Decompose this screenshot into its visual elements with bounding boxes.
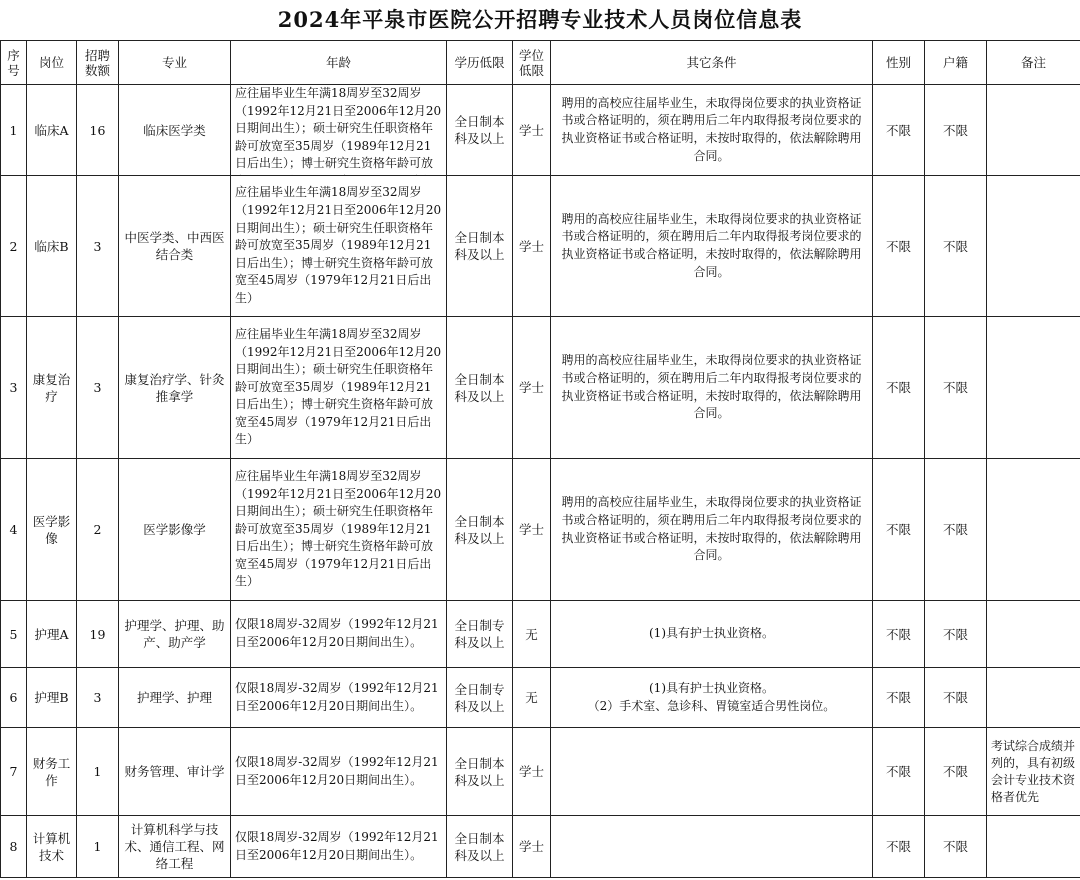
table-header-row (1, 41, 1080, 85)
cell-note (987, 816, 1080, 878)
cell-hukou: 不限 (925, 85, 987, 176)
cell-gender: 不限 (873, 176, 925, 317)
table-row (1, 459, 1080, 601)
cell-post: 护理A (27, 601, 77, 668)
cell-count: 16 (77, 85, 119, 176)
header-other: 其它条件 (551, 41, 873, 85)
cell-age: 仅限18周岁-32周岁（1992年12月21日至2006年12月20日期间出生）。 (231, 728, 447, 816)
cell-age: 应往届毕业生年满18周岁至32周岁（1992年12月21日至2006年12月20日期间出生）；硕士研究生任职资格年龄可放宽至35周岁（1989年12月21日后出生）；博士研究生资格年龄可放宽至45周岁（1979年12月21日后出生） (231, 459, 447, 601)
cell-edu: 全日制本科及以上 (447, 176, 513, 317)
cell-age: 仅限18周岁-32周岁（1992年12月21日至2006年12月20日期间出生）。 (231, 816, 447, 878)
cell-other (551, 668, 873, 728)
cell-major: 计算机科学与技术、通信工程、网络工程 (119, 816, 231, 878)
cell-degree: 学士 (513, 176, 551, 317)
cell-gender: 不限 (873, 668, 925, 728)
cell-count: 1 (77, 728, 119, 816)
header-post: 岗位 (27, 41, 77, 85)
cell-edu: 全日制本科及以上 (447, 317, 513, 459)
cell-major: 康复治疗学、针灸推拿学 (119, 317, 231, 459)
cell-gender: 不限 (873, 601, 925, 668)
cell-age: 应往届毕业生年满18周岁至32周岁（1992年12月21日至2006年12月20日期间出生）；硕士研究生任职资格年龄可放宽至35周岁（1989年12月21日后出生）；博士研究生资格年龄可放宽至45周岁（1979年12月21日后出生） (231, 317, 447, 459)
cell-degree: 无 (513, 668, 551, 728)
cell-hukou: 不限 (925, 176, 987, 317)
other-line-2: （2）手术室、急诊科、胃镜室适合男性岗位。 (587, 698, 836, 713)
positions-table (0, 40, 1080, 878)
cell-gender: 不限 (873, 816, 925, 878)
cell-seq: 3 (1, 317, 27, 459)
cell-major: 财务管理、审计学 (119, 728, 231, 816)
header-seq: 序号 (1, 41, 27, 85)
cell-hukou: 不限 (925, 668, 987, 728)
table-row (1, 668, 1080, 728)
cell-seq: 7 (1, 728, 27, 816)
cell-degree: 无 (513, 601, 551, 668)
cell-edu: 全日制本科及以上 (447, 459, 513, 601)
cell-seq: 4 (1, 459, 27, 601)
cell-edu: 全日制本科及以上 (447, 728, 513, 816)
header-degree: 学位低限 (513, 41, 551, 85)
cell-age: 仅限18周岁-32周岁（1992年12月21日至2006年12月20日期间出生）。 (231, 668, 447, 728)
cell-hukou: 不限 (925, 459, 987, 601)
cell-age (231, 85, 447, 176)
header-gender: 性别 (873, 41, 925, 85)
cell-count: 1 (77, 816, 119, 878)
other-line-1: (1)具有护士执业资格。 (649, 626, 774, 641)
header-edu: 学历低限 (447, 41, 513, 85)
cell-major: 医学影像学 (119, 459, 231, 601)
cell-hukou: 不限 (925, 601, 987, 668)
header-count: 招聘数额 (77, 41, 119, 85)
table-row (1, 176, 1080, 317)
cell-edu: 全日制专科及以上 (447, 668, 513, 728)
cell-other (551, 601, 873, 668)
cell-count: 19 (77, 601, 119, 668)
header-major: 专业 (119, 41, 231, 85)
cell-edu: 全日制本科及以上 (447, 85, 513, 176)
cell-note (987, 459, 1080, 601)
cell-note (987, 85, 1080, 176)
cell-gender: 不限 (873, 85, 925, 176)
cell-seq: 5 (1, 601, 27, 668)
cell-hukou: 不限 (925, 816, 987, 878)
cell-degree: 学士 (513, 459, 551, 601)
cell-count: 3 (77, 317, 119, 459)
cell-seq: 6 (1, 668, 27, 728)
cell-note (987, 601, 1080, 668)
table-row (1, 728, 1080, 816)
cell-other (551, 728, 873, 816)
header-age: 年龄 (231, 41, 447, 85)
cell-post: 财务工作 (27, 728, 77, 816)
cell-seq: 1 (1, 85, 27, 176)
page-title: 2024年平泉市医院公开招聘专业技术人员岗位信息表 (277, 7, 803, 32)
cell-gender: 不限 (873, 728, 925, 816)
cell-count: 3 (77, 176, 119, 317)
cell-major: 临床医学类 (119, 85, 231, 176)
cell-degree: 学士 (513, 317, 551, 459)
cell-other: 聘用的高校应往届毕业生，未取得岗位要求的执业资格证书或合格证明的，须在聘用后二年内取得报考岗位要求的执业资格证书或合格证明，未按时取得的，依法解除聘用合同。 (551, 176, 873, 317)
cell-post: 计算机技术 (27, 816, 77, 878)
cell-gender: 不限 (873, 459, 925, 601)
cell-hukou: 不限 (925, 317, 987, 459)
cell-age: 应往届毕业生年满18周岁至32周岁（1992年12月21日至2006年12月20日期间出生）；硕士研究生任职资格年龄可放宽至35周岁（1989年12月21日后出生）；博士研究生资格年龄可放宽至45周岁（1979年12月21日后出生） (231, 176, 447, 317)
cell-other: 聘用的高校应往届毕业生，未取得岗位要求的执业资格证书或合格证明的，须在聘用后二年内取得报考岗位要求的执业资格证书或合格证明，未按时取得的，依法解除聘用合同。 (551, 85, 873, 176)
cell-hukou: 不限 (925, 728, 987, 816)
cell-age-text: 应往届毕业生年满18周岁至32周岁（1992年12月21日至2006年12月20日期间出生）；硕士研究生任职资格年龄可放宽至35周岁（1989年12月21日后出生）；博士研究生资格年龄可放 (235, 86, 442, 171)
cell-note (987, 176, 1080, 317)
cell-degree: 学士 (513, 816, 551, 878)
header-hukou: 户籍 (925, 41, 987, 85)
other-line-1: (1)具有护士执业资格。 (649, 680, 774, 695)
cell-major: 护理学、护理 (119, 668, 231, 728)
cell-edu: 全日制专科及以上 (447, 601, 513, 668)
cell-note: 考试综合成绩并列的，具有初级会计专业技术资格者优先 (987, 728, 1080, 816)
cell-post: 医学影像 (27, 459, 77, 601)
table-row (1, 85, 1080, 176)
cell-edu: 全日制本科及以上 (447, 816, 513, 878)
cell-count: 2 (77, 459, 119, 601)
cell-seq: 8 (1, 816, 27, 878)
cell-note (987, 317, 1080, 459)
cell-major: 中医学类、中西医结合类 (119, 176, 231, 317)
cell-post: 临床B (27, 176, 77, 317)
cell-major: 护理学、护理、助产、助产学 (119, 601, 231, 668)
cell-degree: 学士 (513, 85, 551, 176)
cell-post: 临床A (27, 85, 77, 176)
cell-other (551, 816, 873, 878)
table-row (1, 601, 1080, 668)
header-note: 备注 (987, 41, 1080, 85)
cell-age: 仅限18周岁-32周岁（1992年12月21日至2006年12月20日期间出生）。 (231, 601, 447, 668)
cell-seq: 2 (1, 176, 27, 317)
table-row (1, 816, 1080, 878)
table-row (1, 317, 1080, 459)
cell-count: 3 (77, 668, 119, 728)
cell-post: 护理B (27, 668, 77, 728)
cell-gender: 不限 (873, 317, 925, 459)
cell-post: 康复治疗 (27, 317, 77, 459)
cell-note (987, 668, 1080, 728)
cell-other: 聘用的高校应往届毕业生，未取得岗位要求的执业资格证书或合格证明的，须在聘用后二年内取得报考岗位要求的执业资格证书或合格证明，未按时取得的，依法解除聘用合同。 (551, 317, 873, 459)
cell-other: 聘用的高校应往届毕业生，未取得岗位要求的执业资格证书或合格证明的，须在聘用后二年内取得报考岗位要求的执业资格证书或合格证明，未按时取得的，依法解除聘用合同。 (551, 459, 873, 601)
cell-degree: 学士 (513, 728, 551, 816)
